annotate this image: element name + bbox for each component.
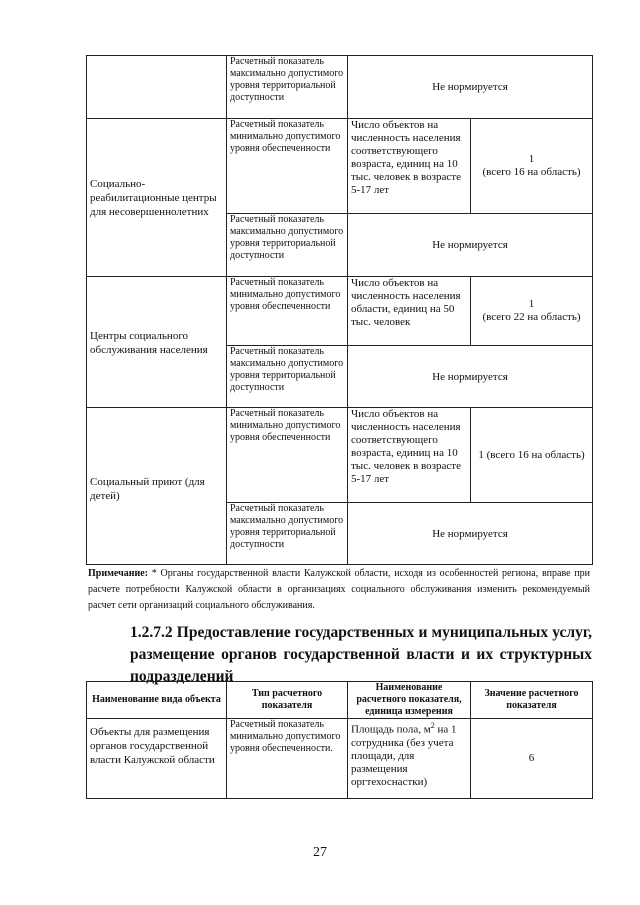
not-normalized-cell: Не нормируется (348, 346, 593, 408)
indicator-type-cell: Расчетный показатель минимально допустимого уровня обеспеченности (227, 277, 348, 346)
measure-superscript: 2 (430, 721, 435, 730)
object-name-cell (87, 277, 227, 408)
value-number: 1 (528, 153, 535, 165)
table-note (88, 566, 590, 614)
value-cell (471, 119, 593, 214)
object-name: Центры социального обслуживания населения (90, 330, 208, 356)
measure-cell: Число объектов на численность населения области, единиц на 50 тыс. человек (348, 277, 471, 346)
not-normalized-cell: Не нормируется (348, 214, 593, 277)
object-name-cell (87, 408, 227, 565)
value-number: 1 (528, 298, 535, 310)
table-row (87, 408, 593, 503)
value-cell: 1 (всего 16 на область) (471, 408, 593, 503)
government-bodies-table (86, 681, 593, 799)
social-facilities-table (86, 55, 593, 565)
indicator-type-cell: Расчетный показатель максимально допустимого уровня территориальной доступности (227, 503, 348, 565)
measure-text-b: на 1 сотрудника (без учета площади, для размещения оргтехоснастки) (351, 723, 457, 788)
table-row (87, 277, 593, 346)
table-row (87, 719, 593, 799)
value-cell: 6 (471, 719, 593, 799)
page-number: 27 (313, 845, 327, 860)
indicator-type-cell: Расчетный показатель максимально допустимого уровня территориальной доступности (227, 346, 348, 408)
measure-cell: Число объектов на численность населения соответствующего возраста, единиц на 10 тыс. человек в возрасте 5-17 лет (348, 119, 471, 214)
measure-text-a: Площадь пола, м (351, 723, 431, 736)
note-label: Примечание: (88, 568, 149, 579)
indicator-type-cell: Расчетный показатель минимально допустимого уровня обеспеченности. (227, 719, 348, 799)
value-note: (всего 16 на область) (482, 166, 581, 178)
object-name-cell: Объекты для размещения органов государственной власти Калужской области (87, 719, 227, 799)
section-heading: 1.2.7.2 Предоставление государственных и муниципальных услуг, размещение органов государственной власти и их структурных подразделений (130, 624, 592, 685)
table-row (87, 56, 593, 119)
object-name-cell: Социально-реабилитационные центры для несовершеннолетних (87, 119, 227, 277)
column-header-measure: Наименование расчетного показателя, единица измерения (348, 682, 471, 719)
value-note: (всего 22 на область) (482, 311, 581, 323)
measure-cell (348, 719, 471, 799)
indicator-type-cell: Расчетный показатель максимально допустимого уровня территориальной доступности (227, 56, 348, 119)
indicator-type-cell: Расчетный показатель минимально допустимого уровня обеспеченности (227, 119, 348, 214)
measure-cell: Число объектов на численность населения соответствующего возраста, единиц на 10 тыс. человек в возрасте 5-17 лет (348, 408, 471, 503)
note-text: * Органы государственной власти Калужской области, исходя из особенностей региона, вправе при расчете потребности Калужской области в организациях социального обслуживания изменить рекомендуемый расчет сети организаций социального обслуживания. (88, 568, 590, 611)
column-header-value: Значение расчетного показателя (471, 682, 593, 719)
object-cell-empty (87, 56, 227, 119)
value-cell (471, 277, 593, 346)
table-header-row (87, 682, 593, 719)
indicator-type-cell: Расчетный показатель максимально допустимого уровня территориальной доступности (227, 214, 348, 277)
column-header-type: Тип расчетного показателя (227, 682, 348, 719)
column-header-object: Наименование вида объекта (87, 682, 227, 719)
table-row (87, 119, 593, 214)
not-normalized-cell: Не нормируется (348, 503, 593, 565)
object-name: Социальный приют (для детей) (90, 476, 205, 502)
not-normalized-cell: Не нормируется (348, 56, 593, 119)
indicator-type-cell: Расчетный показатель минимально допустимого уровня обеспеченности (227, 408, 348, 503)
